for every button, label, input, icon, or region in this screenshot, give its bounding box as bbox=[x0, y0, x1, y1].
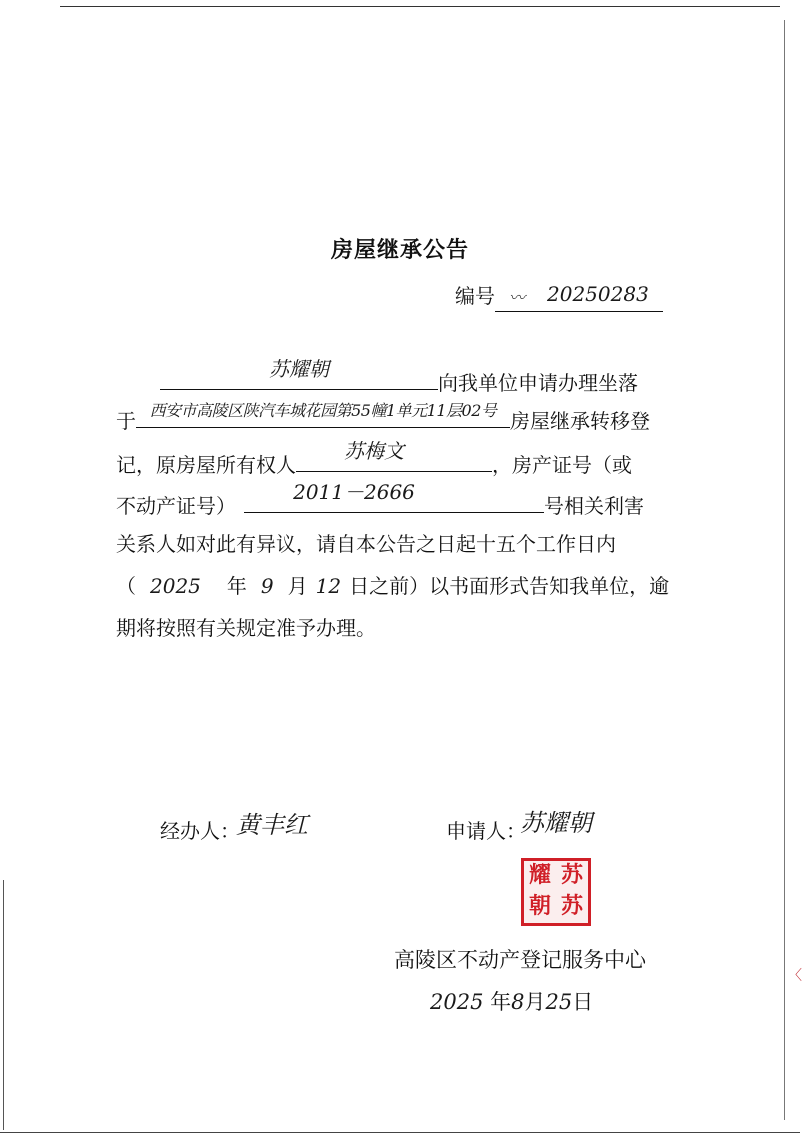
notice-title: 房屋继承公告 bbox=[330, 238, 469, 263]
applicant-field bbox=[160, 359, 438, 390]
certificate-number-value: 2011－2666 bbox=[293, 480, 415, 504]
body-text: 日之前）以书面形式告知我单位，逾 bbox=[349, 574, 670, 598]
body-text: 不动产证号） bbox=[116, 494, 236, 518]
issue-year: 2025 bbox=[430, 990, 484, 1014]
serial-number-value: 20250283 bbox=[547, 282, 649, 306]
body-text: 号相关利害 bbox=[544, 494, 644, 518]
body-text: 关系人如对此有异议，请自本公告之日起十五个工作日内 bbox=[116, 532, 616, 556]
body-line-5 bbox=[116, 524, 666, 564]
issue-month: 8 bbox=[511, 990, 525, 1014]
issuing-agency: 高陵区不动产登记服务中心 bbox=[394, 948, 646, 972]
body-text: 向我单位申请办理坐落 bbox=[438, 371, 638, 395]
body-text: 房屋继承转移登 bbox=[510, 409, 650, 433]
body-text: ，房产证号（或 bbox=[492, 453, 632, 477]
page-top-edge bbox=[60, 6, 780, 7]
page-left-edge bbox=[3, 880, 4, 1130]
body-text: 于 bbox=[116, 409, 136, 433]
date-text: 年 bbox=[490, 990, 512, 1014]
seal-char: 苏 bbox=[560, 863, 583, 888]
deadline-month: 9 bbox=[260, 574, 274, 598]
applicant-value: 苏耀朝 bbox=[269, 357, 329, 381]
deadline-day: 12 bbox=[315, 574, 342, 598]
body-line-4 bbox=[116, 482, 666, 522]
applicant-seal bbox=[521, 858, 591, 926]
certificate-number-field bbox=[244, 482, 544, 513]
issue-date bbox=[430, 986, 593, 1018]
body-text: （ bbox=[116, 574, 136, 598]
applicant-label: 申请人： bbox=[446, 819, 526, 843]
body-line-7 bbox=[116, 608, 666, 648]
applicant-signature: 苏耀朝 bbox=[520, 809, 592, 837]
address-value: 西安市高陵区陕汽车城花园第55幢1单元11层02号 bbox=[149, 401, 497, 420]
address-field bbox=[136, 397, 510, 428]
seal-char: 耀 bbox=[528, 863, 551, 888]
deadline-year: 2025 bbox=[150, 574, 201, 598]
issue-day: 25 bbox=[545, 990, 573, 1014]
date-text: 日 bbox=[572, 990, 594, 1014]
seal-char: 朝 bbox=[528, 894, 551, 919]
serial-number-row bbox=[455, 281, 663, 311]
date-text: 月 bbox=[524, 990, 546, 1014]
page-right-edge bbox=[784, 20, 785, 1120]
serial-label: 编号 bbox=[455, 284, 495, 308]
body-line-6 bbox=[116, 566, 670, 606]
original-owner-value: 苏梅文 bbox=[344, 439, 404, 463]
body-text: 期将按照有关规定准予办理。 bbox=[116, 616, 376, 640]
page-bottom-edge bbox=[0, 1132, 800, 1133]
body-text: 年 bbox=[226, 574, 247, 598]
original-owner-field bbox=[296, 441, 492, 472]
seal-char: 苏 bbox=[560, 894, 583, 919]
body-text: 记，原房屋所有权人 bbox=[116, 453, 296, 477]
red-corner-mark: 〈 bbox=[788, 968, 802, 984]
handler-label: 经办人： bbox=[160, 819, 240, 843]
serial-number-field bbox=[495, 281, 663, 312]
handler-signature: 黄丰红 bbox=[236, 811, 308, 839]
body-text: 月 bbox=[287, 574, 308, 598]
serial-scribble: 〰 bbox=[509, 288, 526, 307]
